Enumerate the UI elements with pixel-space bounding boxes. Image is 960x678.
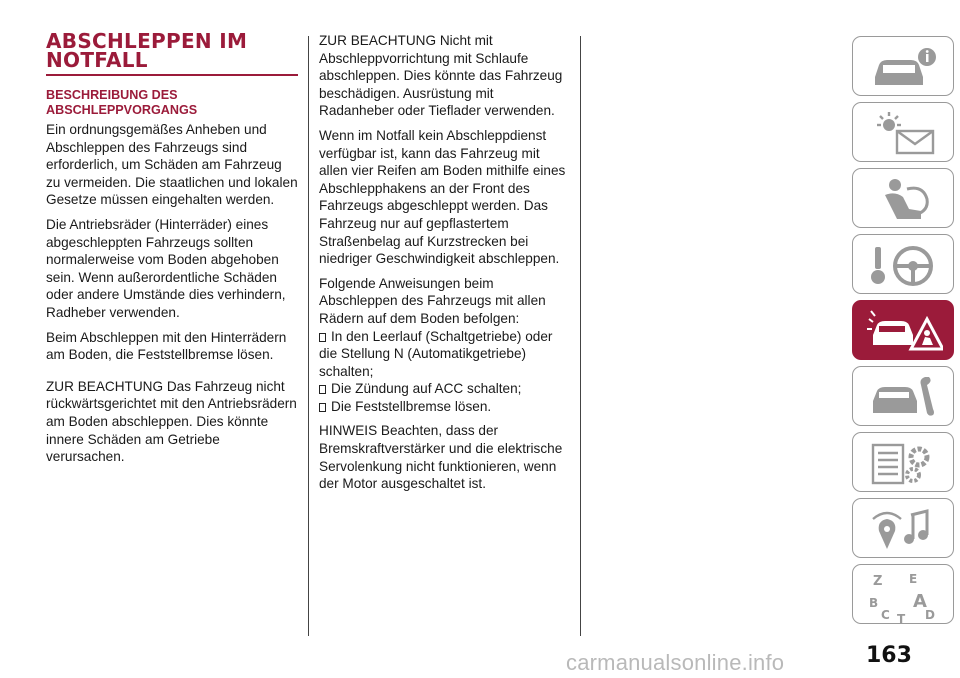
paragraph-caution-transmission: ZUR BEACHTUNG Das Fahrzeug nicht rückwärtsgerichtet mit den Antriebsrädern am Boden abschleppen. Dies könnte innere Schäden am Getriebe verursachen.	[46, 378, 297, 465]
tab-emergency[interactable]	[852, 300, 954, 360]
left-column	[46, 29, 298, 473]
car-wrench-icon	[867, 373, 943, 421]
paragraph-caution-sling: ZUR BEACHTUNG Nicht mit Abschleppvorrichtung mit Schlaufe abschleppen. Dies könnte das Fahrzeug beschädigen. Ausrüstung mit Radanheber oder Tieflader verwenden.	[319, 33, 563, 119]
subtitle-line2: ABSCHLEPPVORGANGS	[46, 102, 198, 117]
section-title	[46, 29, 298, 72]
list-item: Die Zündung auf ACC schalten;	[319, 380, 571, 398]
list-item: In den Leerlauf (Schaltgetriebe) oder die Stellung N (Automatikgetriebe) schalten;	[319, 328, 553, 379]
svg-text:B: B	[869, 596, 879, 610]
checkbox-bullet-icon	[319, 385, 326, 394]
paragraph-emergency-towing: Wenn im Notfall kein Abschleppdienst verfügbar ist, kann das Fahrzeug mit allen vier Reifen am Boden mithilfe eines Abschlepphakens an der Front des Fahrzeugs abgeschleppt werden. Das Fahrzeug nur auf gepflastertem Straßenbelag auf Kurzstrecken bei niedriger Geschwindigkeit abschleppen.	[319, 127, 566, 267]
multimedia-icon	[867, 505, 943, 553]
svg-text:E: E	[909, 572, 918, 586]
paragraph-note: HINWEIS Beachten, dass der Bremskraftverstärker und die elektrische Servolenkung nicht funktionieren, wenn der Motor ausgeschaltet ist.	[319, 423, 563, 492]
title-underline	[46, 74, 298, 76]
subtitle-line1: BESCHREIBUNG DES	[46, 88, 178, 102]
tab-car-info[interactable]	[852, 36, 954, 96]
watermark: carmanualsonline.info	[566, 650, 785, 675]
checkbox-bullet-icon	[319, 403, 326, 412]
svg-text:A: A	[913, 591, 927, 612]
tab-starting-driving[interactable]	[852, 234, 954, 294]
section-subtitle	[46, 88, 298, 117]
section-title-line2: NOTFALL	[46, 48, 148, 72]
emergency-car-icon	[867, 307, 943, 355]
tab-technical-data[interactable]	[852, 432, 954, 492]
column-divider-right	[580, 36, 581, 636]
right-column	[319, 32, 571, 500]
steering-wheel-key-icon	[867, 241, 943, 289]
paragraph-parking-brake: Beim Abschleppen mit den Hinterrädern am Boden, die Feststellbremse lösen.	[46, 329, 287, 363]
tab-maintenance[interactable]	[852, 366, 954, 426]
paragraph-instructions: Folgende Anweisungen beim Abschleppen des Fahrzeugs mit allen Rädern auf dem Boden befolgen:	[319, 275, 546, 326]
seat-airbag-icon	[867, 175, 943, 223]
tab-safety[interactable]	[852, 168, 954, 228]
section-title-line1: ABSCHLEPPEN IM	[46, 29, 248, 53]
tab-warning-lights[interactable]	[852, 102, 954, 162]
svg-text:D: D	[925, 608, 935, 622]
svg-text:T: T	[897, 612, 906, 623]
car-info-icon	[867, 43, 943, 91]
specs-gears-icon	[867, 439, 943, 487]
tab-index[interactable]	[852, 564, 954, 624]
alphabet-index-icon	[867, 571, 943, 623]
page-number: 163	[866, 643, 912, 668]
svg-text:Z: Z	[873, 574, 883, 589]
checkbox-bullet-icon	[319, 333, 326, 342]
list-item: Die Feststellbremse lösen.	[319, 398, 571, 416]
svg-text:C: C	[881, 608, 890, 622]
column-divider-left	[308, 36, 309, 636]
warning-lights-mail-icon	[867, 109, 943, 157]
paragraph-drive-wheels: Die Antriebsräder (Hinterräder) eines abgeschleppten Fahrzeugs sollten normalerweise vom Boden abgehoben sein. Wenn außerordentliche Schäden oder andere Umstände dies verhindern, Radheber verwenden.	[46, 216, 286, 320]
paragraph-intro: Ein ordnungsgemäßes Anheben und Abschleppen des Fahrzeugs sind erforderlich, um Schäden am Fahrzeug zu vermeiden. Die staatlichen und lokalen Gesetze müssen eingehalten werden.	[46, 122, 298, 208]
tab-multimedia[interactable]	[852, 498, 954, 558]
